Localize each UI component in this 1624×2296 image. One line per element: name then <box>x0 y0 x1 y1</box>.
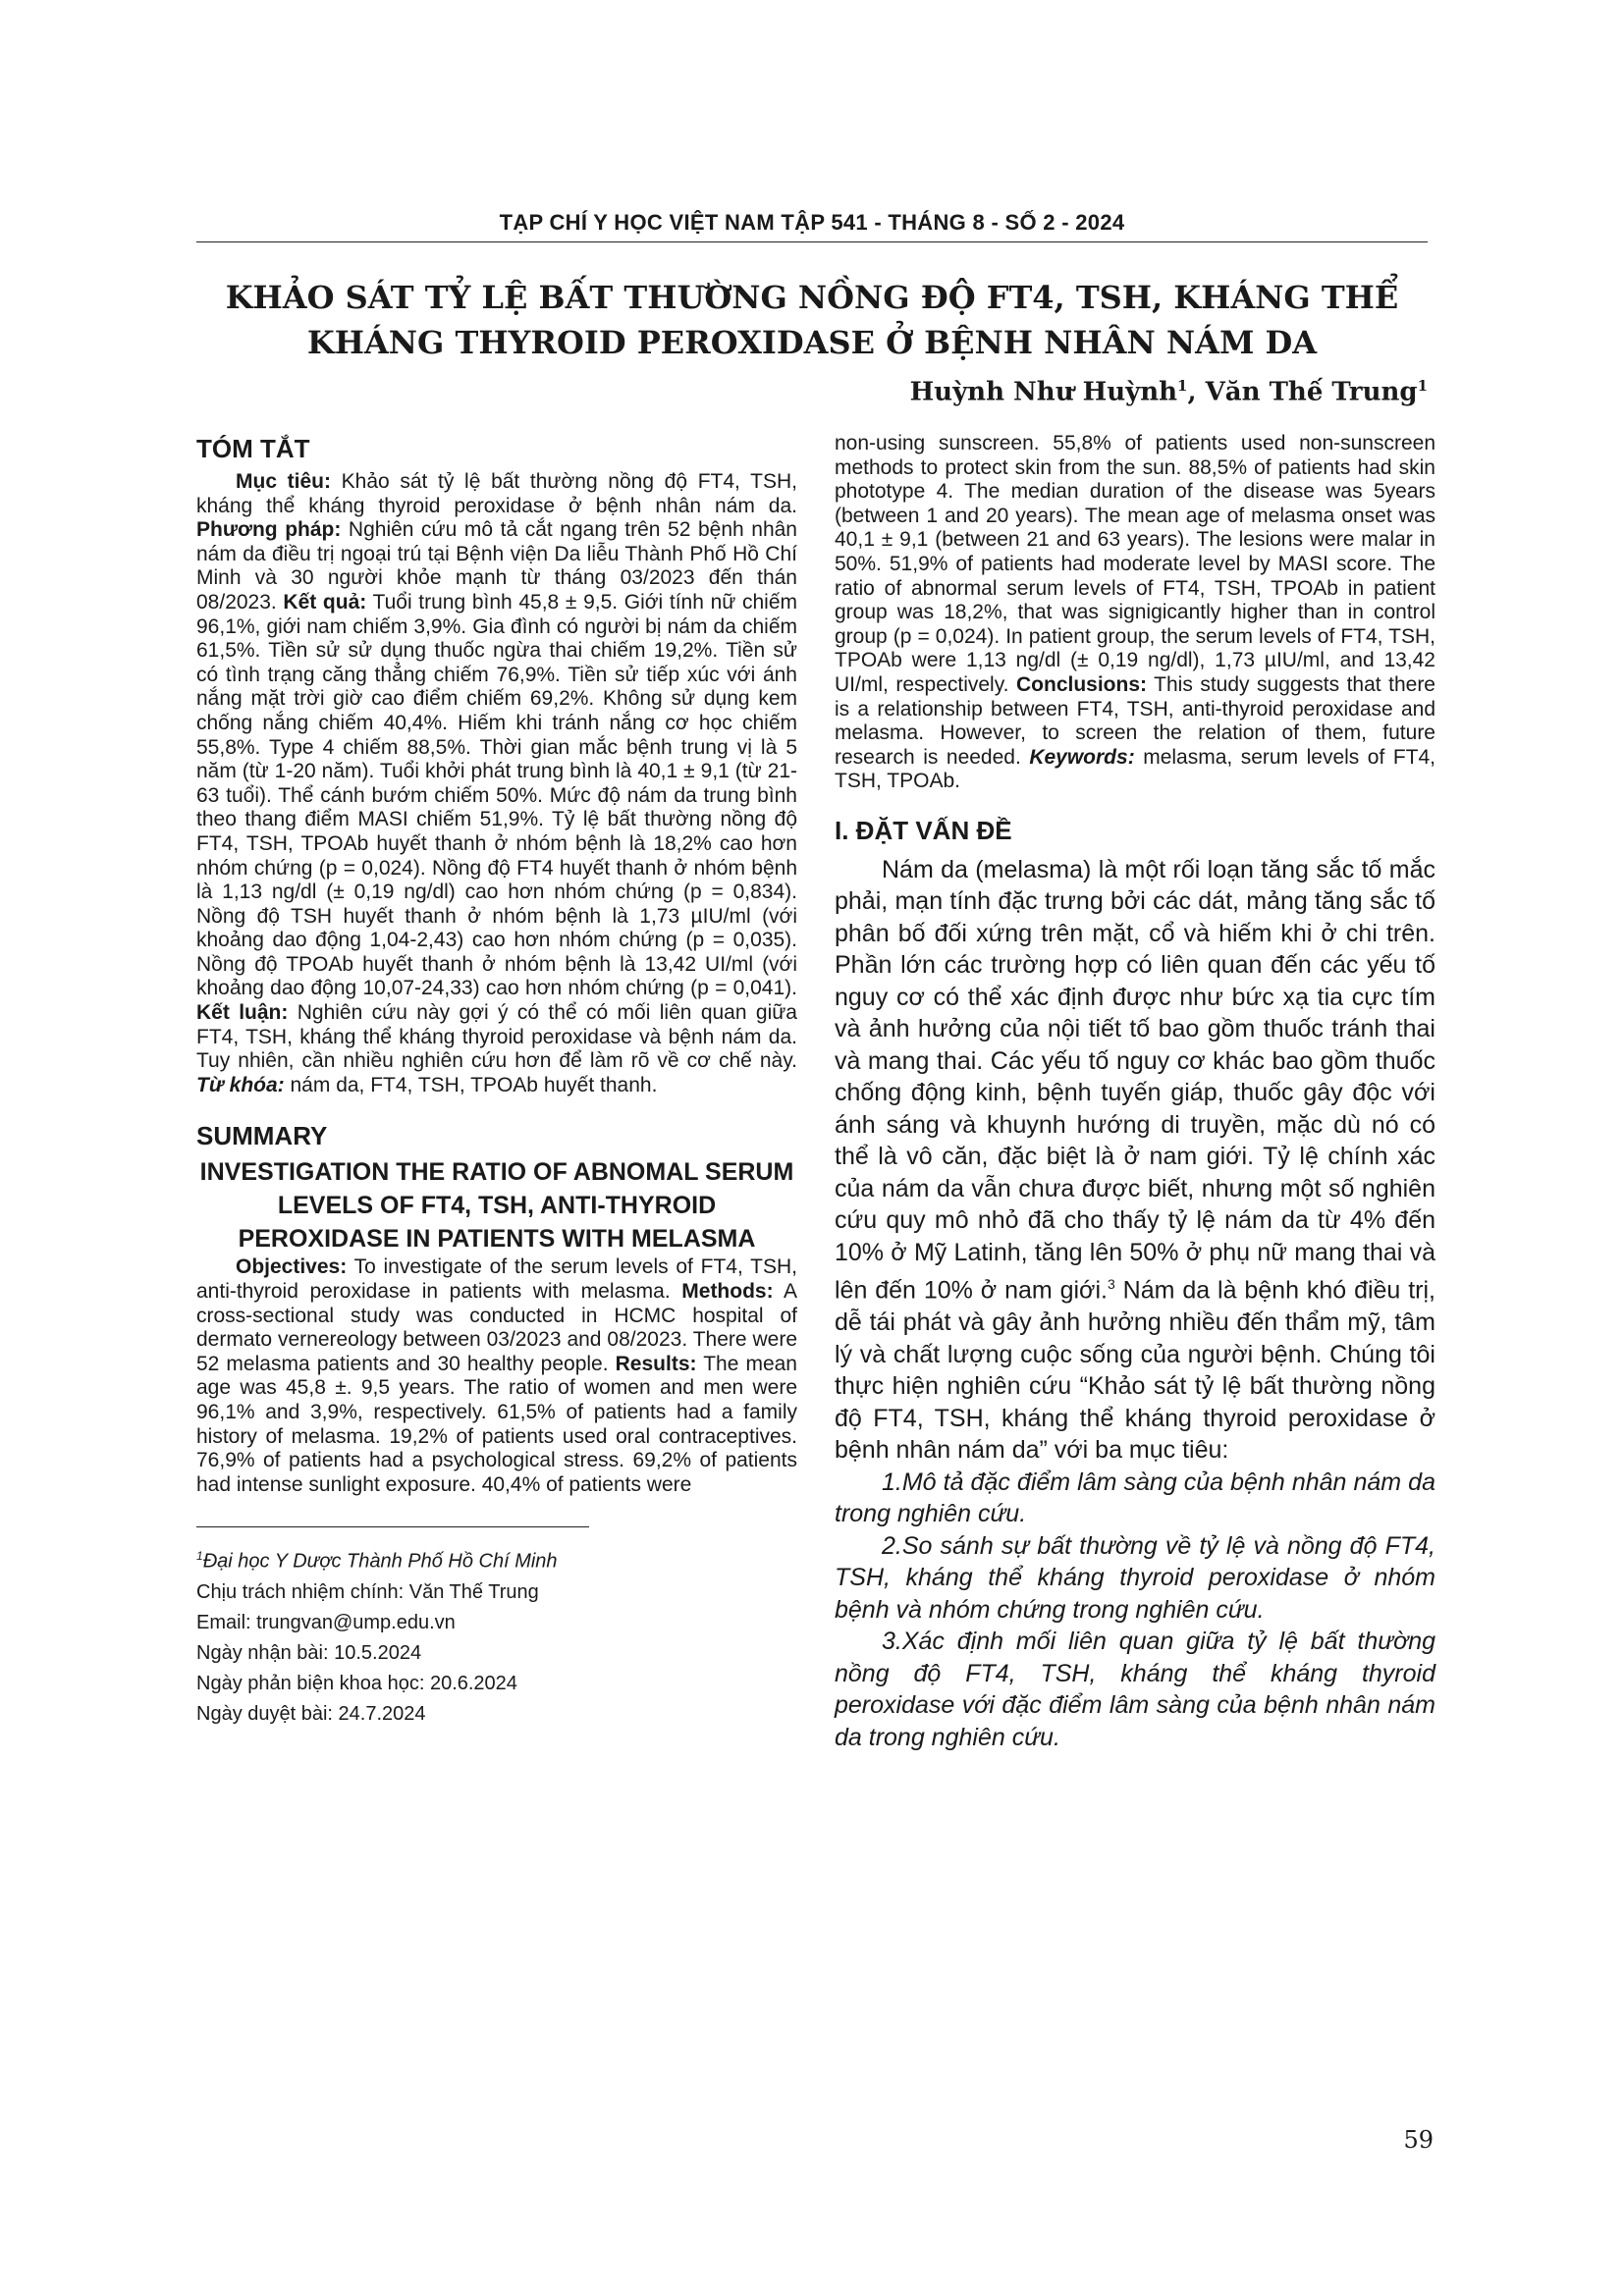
intro-paragraph <box>835 854 1435 1467</box>
study-objective-1: 1.Mô tả đặc điểm lâm sàng của bệnh nhân nám da trong nghiên cứu. <box>835 1468 1435 1528</box>
en-objectives-label: Objectives: <box>236 1255 348 1279</box>
vn-conclusion-label: Kết luận: <box>196 1001 289 1025</box>
footnote-affiliation-text: Đại học Y Dược Thành Phố Hồ Chí Minh <box>202 1551 558 1574</box>
author-line <box>910 377 1428 407</box>
footnote-rule <box>196 1526 589 1527</box>
en-keywords-text: melasma, serum levels of FT4, TSH, TPOAb. <box>835 745 1435 793</box>
footnote-review-date: Ngày phản biện khoa học: 20.6.2024 <box>196 1673 517 1695</box>
author-separator: , <box>1187 377 1206 407</box>
author-2-affiliation-mark: 1 <box>1417 377 1428 395</box>
en-conclusions-text: This study suggests that there is a relationship between FT4, TSH, anti-thyroid peroxidase and melasma. However, to screen the relation of them, future research is needed. <box>835 672 1435 769</box>
header-rule <box>196 241 1428 242</box>
citation-mark: 3 <box>1107 1276 1115 1293</box>
vn-keywords-text: nám da, FT4, TSH, TPOAb huyết thanh. <box>284 1073 658 1096</box>
en-results-label: Results: <box>615 1352 697 1375</box>
vn-objectives-text: Khảo sát tỷ lệ bất thường nồng độ FT4, TSH, kháng thể kháng thyroid peroxidase ở bệnh nhân nám da. <box>196 470 797 517</box>
intro-heading: I. ĐẶT VẤN ĐỀ <box>835 815 1012 845</box>
en-abstract-continued <box>835 432 1435 794</box>
vn-conclusion-text: Nghiên cứu này gợi ý có thể có mối liên quan giữa FT4, TSH, kháng thể kháng thyroid peroxidase và bệnh nám da. Tuy nhiên, cần nhiều nghiên cứu hơn để làm rõ về cơ chế này. <box>196 1001 797 1073</box>
author-1: Huỳnh Như Huỳnh <box>909 377 1178 407</box>
en-keywords-label: Keywords: <box>1029 745 1135 769</box>
en-results-text-part1: The mean age was 45,8 ±. 9,5 years. The ratio of women and men were 96,1% and 3,9%, respectively. 61,5% of patients had a family history of melasma. 19,2% of patients used oral contraceptives. 76,9% of patients had a psychological stress. 69,2% of patients had intense sunlight exposure. 40,4% of patients were <box>196 1352 797 1496</box>
right-column <box>835 432 1435 1753</box>
article-title <box>196 275 1428 365</box>
footnote-email: Email: trungvan@ump.edu.vn <box>196 1612 456 1634</box>
en-conclusions-label: Conclusions: <box>1016 672 1148 696</box>
vn-abstract-heading: TÓM TẮT <box>196 434 310 463</box>
author-2: Văn Thế Trung <box>1205 377 1418 407</box>
vn-results-label: Kết quả: <box>283 590 367 614</box>
running-head: TẠP CHÍ Y HỌC VIỆT NAM TẬP 541 - THÁNG 8 - SỐ 2 - 2024 <box>499 210 1125 235</box>
en-abstract-body <box>196 1255 797 1497</box>
en-objectives-text: To investigate of the serum levels of FT4, TSH, anti-thyroid peroxidase in patients with melasma. <box>196 1255 797 1304</box>
en-methods-label: Methods: <box>681 1280 774 1304</box>
left-column <box>196 434 797 1730</box>
intro-text-part1: Nám da (melasma) là một rối loạn tăng sắc tố mắc phải, mạn tính đặc trưng bởi các dát, mảng tăng sắc tố phân bố đối xứng trên mặt, cổ và hiếm khi ở chi trên. Phần lớn các trường hợp có liên quan đến các yếu tố nguy cơ có thể xác định được như bức xạ tia cực tím và ảnh hưởng của nội tiết tố bao gồm thuốc tránh thai và mang thai. Các yếu tố nguy cơ khác bao gồm thuốc chống động kinh, bệnh tuyến giáp, thuốc gây độc với ánh sáng và khuynh hướng di truyền, mặc dù nó có thể là vô căn, đặc biệt là ở nam giới. Tỷ lệ chính xác của nám da vẫn chưa được biết, nhưng một số nghiên cứu quy mô nhỏ đã cho thấy tỷ lệ nám da từ 4% đến 10% ở Mỹ Latinh, tăng lên 50% ở phụ nữ mang thai và lên đến 10% ở nam giới. <box>835 855 1435 1305</box>
intro-text-part2: Nám da là bệnh khó điều trị, dễ tái phát và gây ảnh hưởng nhiều đến thẩm mỹ, tâm lý và chất lượng cuộc sống của người bệnh. Chúng tôi thực hiện nghiên cứu “Khảo sát tỷ lệ bất thường nồng độ FT4, TSH, kháng thể kháng thyroid peroxidase ở bệnh nhân nám da” với ba mục tiêu: <box>835 1276 1435 1465</box>
en-results-text-part2: non-using sunscreen. 55,8% of patients used non-sunscreen methods to protect skin from the sun. 88,5% of patients had skin phototype 4. The median duration of the disease was 5years (between 1 and 20 years). The mean age of melasma onset was 40,1 ± 9,1 (between 21 and 63 years). The lesions were malar in 50%. 51,9% of patients had moderate level by MASI score. The ratio of abnormal serum levels of FT4, TSH, TPOAb in patient group was 18,2%, that was signigicantly higher than in control group (p = 0,024). In patient group, the serum levels of FT4, TSH, TPOAb were 1,13 ng/dl (± 0,19 ng/dl), 1,73 µIU/ml, and 13,42 UI/ml, respectively. <box>835 432 1435 696</box>
footnote-affiliation <box>196 1541 797 1577</box>
title-line-2: KHÁNG THYROID PEROXIDASE Ở BỆNH NHÂN NÁM DA <box>306 324 1318 361</box>
en-article-title: INVESTIGATION THE RATIO OF ABNOMAL SERUM LEVELS OF FT4, TSH, ANTI-THYROID PEROXIDASE IN PATIENTS WITH MELASMA <box>199 1158 794 1254</box>
study-objective-2: 2.So sánh sự bất thường về tỷ lệ và nồng độ FT4, TSH, kháng thể kháng thyroid peroxidase ở nhóm bệnh và nhóm chứng trong nghiên cứu. <box>835 1531 1435 1624</box>
footnote <box>196 1526 797 1730</box>
title-line-1: KHẢO SÁT TỶ LỆ BẤT THƯỜNG NỒNG ĐỘ FT4, TSH, KHÁNG THỂ <box>225 279 1399 316</box>
vn-results-text: Tuổi trung bình 45,8 ± 9,5. Giới tính nữ chiếm 96,1%, giới nam chiếm 3,9%. Gia đình có người bị nám da chiếm 61,5%. Tiền sử sử dụng thuốc ngừa thai chiếm 19,2%. Tiền sử có tình trạng căng thẳng chiếm 76,9%. Tiền sử tiếp xúc với ánh nắng mặt trời giờ cao điểm chiếm 69,2%. Không sử dụng kem chống nắng chiếm 40,4%. Hiếm khi tránh nắng cơ học chiếm 55,8%. Type 4 chiếm 88,5%. Thời gian mắc bệnh trung vị là 5 năm (từ 1-20 năm). Tuổi khởi phát trung bình là 40,1 ± 9,1 (từ 21-63 tuổi). Thể cánh bướm chiếm 50%. Mức độ nám da trung bình theo thang điểm MASI chiếm 51,9%. Tỷ lệ bất thường nồng độ FT4, TSH, TPOAb huyết thanh ở nhóm bệnh là 18,2% cao hơn nhóm chứng (p = 0,024). Nồng độ FT4 huyết thanh ở nhóm bệnh là 1,13 ng/dl (± 0,19 ng/dl) cao hơn nhóm chứng (p = 0,834). Nồng độ TSH huyết thanh ở nhóm bệnh là 1,73 µIU/ml (với khoảng dao động 1,04-2,43) cao hơn nhóm chứng (p = 0,035). Nồng độ TPOAb huyết thanh ở nhóm bệnh là 13,42 UI/ml (với khoảng dao động 10,07-24,33) cao hơn nhóm chứng (p = 0,041). <box>196 590 798 1000</box>
study-objective-3: 3.Xác định mối liên quan giữa tỷ lệ bất thường nồng độ FT4, TSH, kháng thể kháng thyroid peroxidase với đặc điểm lâm sàng của bệnh nhân nám da trong nghiên cứu. <box>835 1628 1435 1751</box>
footnote-received-date: Ngày nhận bài: 10.5.2024 <box>196 1642 422 1665</box>
en-methods-text: A cross-sectional study was conducted in HCMC hospital of dermato vernereology between 03/2023 and 08/2023. There were 52 melasma patients and 30 healthy people. <box>196 1280 798 1375</box>
vn-keywords-label: Từ khóa: <box>196 1073 285 1096</box>
page-number: 59 <box>1403 2126 1434 2154</box>
footnote-corresponding-author: Chịu trách nhiệm chính: Văn Thế Trung <box>196 1581 539 1604</box>
vn-objectives-label: Mục tiêu: <box>236 470 331 493</box>
vn-abstract-body <box>196 470 797 1097</box>
footnote-accepted-date: Ngày duyệt bài: 24.7.2024 <box>196 1703 426 1726</box>
vn-methods-text: Nghiên cứu mô tả cắt ngang trên 52 bệnh nhân nám da điều trị ngoại trú tại Bệnh viện Da liễu Thành Phố Hồ Chí Minh và 30 người khỏe mạnh từ tháng 03/2023 đến thán 08/2023. <box>196 518 797 614</box>
footnote-affiliation-mark: 1 <box>196 1549 203 1564</box>
vn-methods-label: Phương pháp: <box>196 518 342 542</box>
author-1-affiliation-mark: 1 <box>1177 377 1188 395</box>
en-summary-heading: SUMMARY <box>196 1121 328 1151</box>
